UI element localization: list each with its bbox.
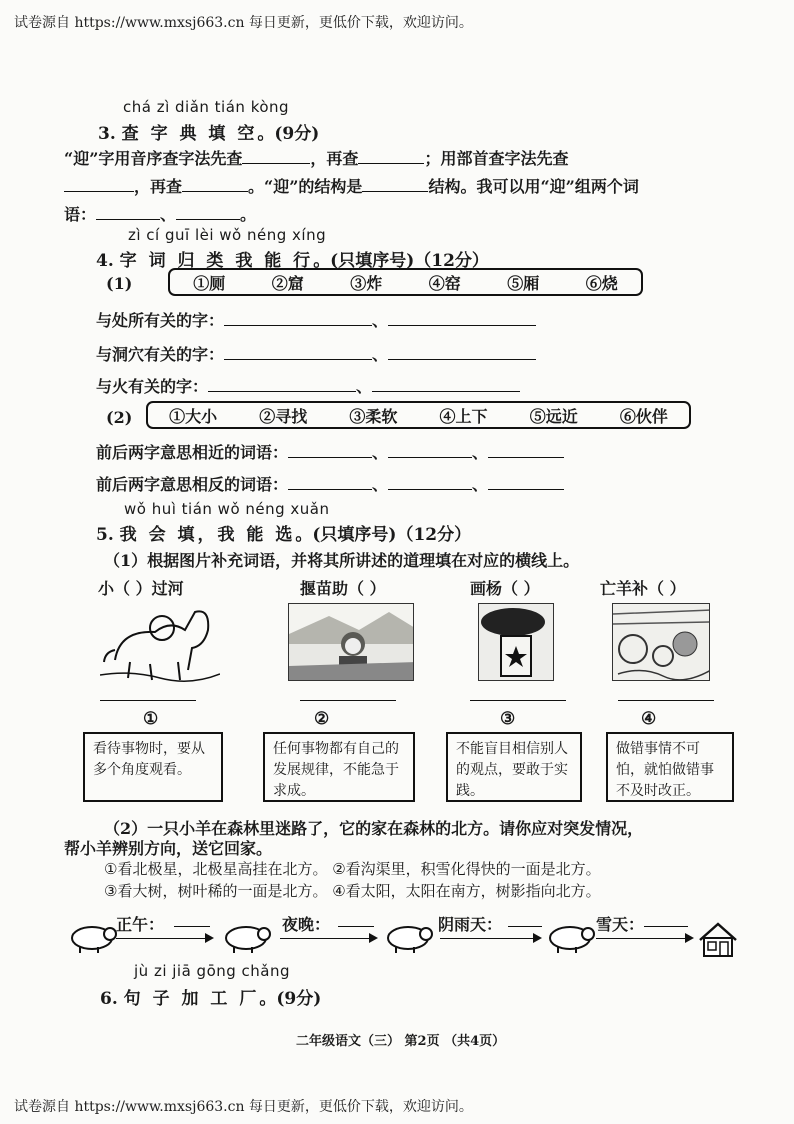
tip-box-4: 做错事情不可怕，就怕做错事不及时改正。 [606,732,734,802]
q4-row-place [96,308,536,331]
q6-title: 句 子 加 工 厂 [123,989,260,1009]
q4-part1-label: (1) [106,274,133,293]
q3-text: 语： [64,205,97,224]
answer-line[interactable] [300,700,396,701]
q3-pinyin: chá zì diǎn tián kòng [123,98,290,116]
q6-number: 6. [100,989,118,1009]
flow-arrow [280,938,376,939]
q4-number: 4. [96,251,114,271]
answer-line[interactable] [470,700,566,701]
answer-blank[interactable] [182,177,248,192]
separator: 、 [372,443,389,462]
answer-blank[interactable] [224,311,372,326]
q3-text: “迎”字用音序查字法先查 [64,149,243,168]
q5-number: 5. [96,525,114,545]
q3-text: 。“迎”的结构是 [248,177,363,196]
direction-hint-2: ③看大树，树叶稀的一面是北方。 ④看太阳，太阳在南方，树影指向北方。 [104,882,601,900]
option-item: ⑤远近 [529,406,578,426]
answer-blank[interactable] [174,926,210,927]
option-item: ①厕 [193,273,226,293]
q5-heading [96,520,471,545]
direction-hint-1: ①看北极星，北极星高挂在北方。 ②看沟渠里，积雪化得快的一面是北方。 [104,860,601,878]
q6-heading [100,984,321,1009]
answer-blank[interactable] [388,311,536,326]
separator: 、 [472,475,489,494]
answer-blank[interactable] [242,149,310,164]
q4-title: 字 词 归 类 我 能 行 [119,251,314,271]
q3-text: ，再查 [134,177,183,196]
option-item: ②窟 [271,273,304,293]
answer-blank[interactable] [176,205,240,220]
answer-blank[interactable] [372,377,520,392]
q6-pinyin: jù zi jiā gōng chǎng [134,962,291,980]
q4-pinyin: zì cí guī lèi wǒ néng xíng [128,226,327,244]
answer-blank[interactable] [388,345,536,360]
option-item: ⑥伙伴 [619,406,668,426]
tip-number-4: ④ [641,709,657,729]
flow-rainy-label: 阴雨天： [438,915,503,934]
flow-arrow [116,938,212,939]
q3-text: ，再查 [310,149,359,168]
q4-score: 。(只填序号)（12分） [313,251,489,271]
page-footer: 二年级语文（三） 第2页 （共4页） [296,1034,506,1049]
answer-blank[interactable] [358,149,424,164]
q4-row-opposite [96,472,564,495]
idiom-3: 画杨（ ） [470,579,540,598]
tip-number-1: ① [143,709,159,729]
q3-score: 。(9分) [257,124,320,144]
sheep-icon [68,922,118,954]
option-item: ③柔软 [349,406,398,426]
q3-line2 [64,174,639,197]
separator: 、 [372,311,389,330]
tip-number-2: ② [314,709,330,729]
q5-sub1: （1）根据图片补充词语，并将其所讲述的道理填在对应的横线上。 [104,551,580,570]
separator: 、 [372,475,389,494]
option-item: ③炸 [350,273,383,293]
q3-heading [98,119,319,144]
q4-part1-options [168,268,643,296]
tip-box-2: 任何事物都有自己的发展规律，不能急于求成。 [263,732,415,802]
row-label: 与处所有关的字： [96,311,225,330]
q5-pinyin: wǒ huì tián wǒ néng xuǎn [124,500,330,518]
pony-picture [100,600,220,682]
q3-title: 查 字 典 填 空 [121,124,258,144]
sheep-pen-picture [612,603,710,681]
row-label: 与洞穴有关的字： [96,345,225,364]
idiom-4: 亡羊补（ ） [600,579,686,598]
option-item: ④窑 [428,273,461,293]
source-header: 试卷源自 https://www.mxsj663.cn 每日更新，更低价下载，欢迎访问。 [14,15,473,31]
q4-row-fire [96,374,520,397]
q4-row-similar [96,440,564,463]
answer-blank[interactable] [388,475,472,490]
row-label: 前后两字意思相近的词语： [96,443,289,462]
answer-line[interactable] [100,700,196,701]
row-label: 与火有关的字： [96,377,209,396]
idiom-2: 揠苗助（ ） [300,579,386,598]
flag-picture [478,603,554,681]
q3-text: ；用部首查字法先查 [424,149,569,168]
idiom-1: 小（ ）过河 [98,579,184,598]
tip-number-3: ③ [500,709,516,729]
answer-blank[interactable] [362,177,428,192]
answer-blank[interactable] [388,443,472,458]
answer-line[interactable] [618,700,714,701]
flow-arrow [596,938,692,939]
option-item: ②寻找 [259,406,308,426]
sheep-icon [384,922,434,954]
answer-blank[interactable] [224,345,372,360]
answer-blank[interactable] [288,475,372,490]
tip-box-1: 看待事物时，要从多个角度观看。 [83,732,223,802]
q4-row-cave [96,342,536,365]
q4-part2-options [146,401,691,429]
q5-score: 。(只填序号)（12分） [295,525,472,545]
answer-blank[interactable] [488,475,564,490]
q4-part2-label: (2) [106,408,133,427]
q6-score: 。(9分) [259,989,322,1009]
q5-title: 我 会 填，我 能 选 [119,525,296,545]
sheep-icon [546,922,596,954]
answer-blank[interactable] [508,926,542,927]
answer-blank[interactable] [208,377,356,392]
tip-box-3: 不能盲目相信别人的观点，要敢于实践。 [446,732,582,802]
answer-blank[interactable] [96,205,160,220]
option-item: ⑥烧 [585,273,618,293]
sheep-icon [222,922,272,954]
option-item: ④上下 [439,406,488,426]
q3-line1 [64,146,568,169]
q3-line3 [64,202,256,225]
answer-blank[interactable] [338,926,374,927]
q3-text: 结构。我可以用“迎”组两个词 [428,177,639,196]
separator: 、 [472,443,489,462]
flow-noon-label: 正午： [116,915,165,934]
row-label: 前后两字意思相反的词语： [96,475,289,494]
answer-blank[interactable] [64,177,134,192]
q3-text: 。 [240,205,257,224]
seedling-picture [288,603,414,681]
answer-blank[interactable] [644,926,688,927]
source-footer: 试卷源自 https://www.mxsj663.cn 每日更新，更低价下载，欢迎访问。 [14,1099,473,1115]
q5-sub2-line2: 帮小羊辨别方向，送它回家。 [64,839,273,858]
q3-number: 3. [98,124,116,144]
flow-snow-label: 雪天： [596,915,645,934]
answer-blank[interactable] [288,443,372,458]
q3-text: 、 [160,205,177,224]
separator: 、 [356,377,373,396]
answer-blank[interactable] [488,443,564,458]
option-item: ①大小 [169,406,218,426]
separator: 、 [372,345,389,364]
option-item: ⑤厢 [507,273,540,293]
q5-sub2-line1: （2）一只小羊在森林里迷路了，它的家在森林的北方。请你应对突发情况， [104,819,644,838]
flow-night-label: 夜晚： [282,915,331,934]
flow-arrow [440,938,540,939]
house-icon [696,920,740,960]
